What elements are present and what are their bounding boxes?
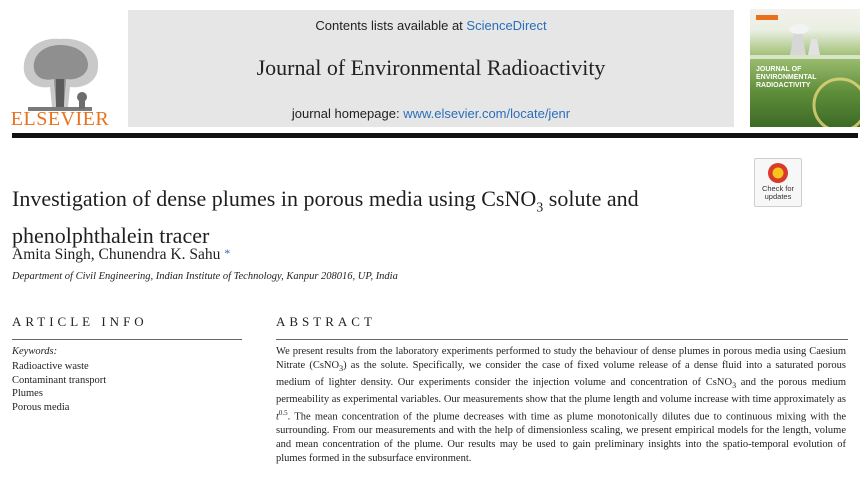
homepage-prefix: journal homepage:	[291, 106, 400, 121]
keyword-item: Plumes	[12, 388, 43, 399]
title-subscript: 3	[536, 200, 544, 216]
article-title	[12, 185, 732, 250]
author-list	[12, 246, 230, 264]
homepage-line	[128, 106, 734, 121]
time-exponent: 0.5	[278, 408, 288, 417]
header-divider	[12, 133, 858, 138]
homepage-link[interactable]: www.elsevier.com/locate/jenr	[403, 106, 571, 121]
bookmark-icon	[755, 159, 801, 185]
time-symbol: t	[276, 411, 279, 423]
keyword-item: Contaminant transport	[12, 374, 107, 386]
cover-title: JOURNAL OF ENVIRONMENTAL RADIOACTIVITY	[756, 66, 817, 89]
check-updates-line2: updates	[764, 192, 792, 201]
title-part1: Investigation of dense plumes in porous media using CsNO	[12, 186, 537, 211]
title-part2: solute and phenolphthalein tracer	[12, 186, 639, 249]
abstract-divider	[276, 339, 848, 340]
publisher-wordmark: ELSEVIER	[10, 108, 110, 130]
abstract-body	[276, 345, 846, 466]
check-for-updates-label	[754, 185, 802, 201]
journal-name[interactable]: Journal of Environmental Radioactivity	[256, 55, 606, 80]
check-updates-line1: Check for	[761, 184, 795, 193]
abstract-segment-4: . The mean concentration of the plume decreases with time as plume monotonically dilutes due to continuous mixing with the surrounding. From our measurements and with the help of dimensionless scaling, we present empirical models for the length, volume and mean concentration of the plume. Our results may be used to gain preliminary insights into the spatio-temporal evolution of plumes formed in the subsurface environment.	[276, 411, 846, 465]
keywords-label: Keywords:	[12, 346, 58, 357]
abstract-segment-2: ) as the solute. Specifically, we consider the case of fixed volume release of a dense fluid into a saturated porous medium of lighter density. Our experiments consider the injection volume and concentration of CsNO	[276, 359, 846, 388]
abstract-segment-3: and the porous medium permeability as experimental variables. Our measurements show that the plume length and volume increase with time approximately as	[276, 376, 847, 405]
affiliation: Department of Civil Engineering, Indian Institute of Technology, Kanpur 208016, UP, India	[12, 271, 398, 282]
corresponding-author-mark[interactable]: *	[224, 246, 231, 260]
abstract-subscript-1: 3	[339, 364, 344, 373]
abstract-subscript-2: 3	[732, 381, 737, 390]
keyword-list	[12, 360, 106, 414]
article-info-heading: ARTICLE INFO	[12, 314, 148, 329]
contents-prefix: Contents lists available at	[315, 18, 463, 33]
abstract-heading: ABSTRACT	[276, 314, 376, 329]
keyword-item: Porous media	[12, 401, 70, 413]
sciencedirect-link[interactable]: ScienceDirect	[466, 18, 547, 33]
abstract-segment-1: We present results from the laboratory experiments performed to study the behaviour of dense plumes in porous media using Caesium Nitrate (CsNO	[276, 346, 846, 371]
keyword-item: Radioactive waste	[12, 361, 89, 372]
article-info-divider	[12, 339, 242, 340]
contents-line	[128, 18, 734, 33]
authors-names[interactable]: Amita Singh, Chunendra K. Sahu	[12, 246, 221, 263]
